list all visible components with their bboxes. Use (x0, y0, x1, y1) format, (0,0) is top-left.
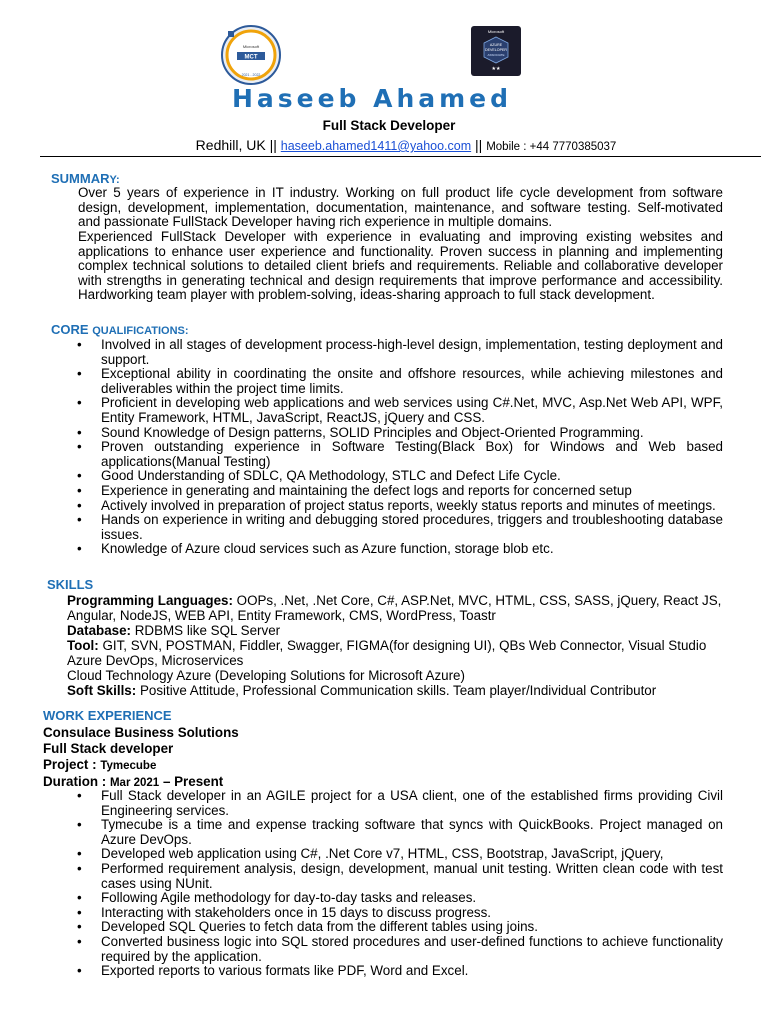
mct-badge-icon (221, 25, 281, 85)
summary-paragraph-1: Over 5 years of experience in IT industry. Working on full product life cycle development from software design, development, implementation, documentation, maintenance, and software testing. Self-motivated and passionate FullStack Developer having rich experience in multiple domains. (78, 185, 723, 230)
header-divider (40, 156, 761, 157)
list-item: • Experience in generating and maintaining the defect logs and reports for concerned setup (75, 484, 723, 499)
list-item: • Following Agile methodology for day-to-day tasks and releases. (75, 891, 723, 906)
candidate-name: Haseeb Ahamed (231, 84, 513, 113)
work-header (43, 725, 733, 791)
azure-line1: AZURE (489, 43, 503, 47)
mct-brand: Microsoft (242, 44, 260, 49)
work-responsibilities-list (75, 789, 723, 979)
list-item: • Hands on experience in writing and debugging stored procedures, triggers and troubleshooting database issues. (75, 513, 723, 542)
mobile-number: Mobile : +44 7770385037 (486, 141, 617, 153)
skills-soft: Soft Skills: Positive Attitude, Professional Communication skills. Team player/Individual Contributor (67, 683, 657, 698)
job-title: Full Stack Developer (322, 118, 456, 133)
list-item: • Converted business logic into SQL stored procedures and user-defined functions to achieve functionality required by the application. (75, 935, 723, 964)
list-item: • Proficient in developing web applications and web services using C#.Net, MVC, Asp.Net Web API, WPF, Entity Framework, HTML, JavaScript, ReactJS, jQuery and CSS. (75, 396, 723, 425)
position-title: Full Stack developer (43, 741, 174, 756)
list-item: • Involved in all stages of development process-high-level design, implementation, testing deployment and support. (75, 338, 723, 367)
contact-line (0, 137, 768, 153)
list-item: • Exported reports to various formats like PDF, Word and Excel. (75, 964, 723, 979)
azure-line3: ASSOCIATE (487, 53, 505, 57)
email-link[interactable]: haseeb.ahamed1411@yahoo.com (280, 139, 472, 153)
skills-block (67, 593, 727, 698)
azure-developer-badge-icon (470, 25, 522, 77)
list-item: • Tymecube is a time and expense tracking software that syncs with QuickBooks. Project managed on Azure DevOps. (75, 818, 723, 847)
list-item: • Good Understanding of SDLC, QA Methodology, STLC and Defect Life Cycle. (75, 469, 723, 484)
skills-database: Database: RDBMS like SQL Server (67, 623, 281, 638)
summary-paragraph-2: Experienced FullStack Developer with experience in evaluating and improving existing websites and applications to enhance user experience and functionality. Proven success in planning and implementing complex technical solutions to detailed client briefs and requirements. Reliable and collaborative developer with strengths in generating technical and design requirements that improve performance and accessibility. Hardworking team player with problem-solving, ideas-sharing approach to full stack development. (78, 229, 723, 303)
svg-text:★★: ★★ (491, 66, 501, 72)
list-item: • Interacting with stakeholders once in 15 days to discuss progress. (75, 906, 723, 921)
list-item: • Actively involved in preparation of project status reports, weekly status reports and minutes of meetings. (75, 499, 723, 514)
duration-line: Duration : Mar 2021 – Present (43, 774, 224, 789)
project-line: Project : Tymecube (43, 757, 157, 772)
company-name: Consulace Business Solutions (43, 725, 239, 740)
skills-tools: Tool: GIT, SVN, POSTMAN, Fiddler, Swagger, FIGMA(for designing UI), QBs Web Connector, Visual Studio Azure DevOps, Microservices (67, 638, 707, 668)
core-qualifications-list (75, 338, 723, 557)
summary-heading: SUMMARY: (51, 171, 120, 186)
list-item: • Proven outstanding experience in Software Testing(Black Box) for Windows and Web based applications(Manual Testing) (75, 440, 723, 469)
list-item: • Sound Knowledge of Design patterns, SOLID Principles and Object-Oriented Programming. (75, 426, 723, 441)
core-qualifications-heading: CORE QUALIFICATIONS: (51, 322, 189, 337)
work-experience-heading: WORK EXPERIENCE (43, 708, 172, 723)
skills-heading: SKILLS (47, 577, 94, 592)
list-item: • Developed SQL Queries to fetch data from the different tables using joins. (75, 920, 723, 935)
azure-brand: Microsoft (487, 29, 505, 34)
skills-cloud: Cloud Technology Azure (Developing Solutions for Microsoft Azure) (67, 668, 465, 683)
azure-line2: DEVELOPER (485, 48, 507, 52)
skills-programming: Programming Languages: OOPs, .Net, .Net Core, C#, ASP.Net, MVC, HTML, CSS, SASS, jQuery, React JS, Angular, NodeJS, WEB API, Entity Framework, CMS, WordPress, Toastr (67, 593, 722, 623)
list-item: • Performed requirement analysis, design, development, manual unit testing. Written clean code with test cases using NUnit. (75, 862, 723, 891)
list-item: • Knowledge of Azure cloud services such as Azure function, storage blob etc. (75, 542, 723, 557)
location: Redhill, UK || (195, 137, 277, 153)
list-item: • Full Stack developer in an AGILE project for a USA client, one of the established firms providing Civil Engineering services. (75, 789, 723, 818)
list-item: • Developed web application using C#, .Net Core v7, HTML, CSS, Bootstrap, JavaScript, jQuery, (75, 847, 723, 862)
mct-years: 2021 - 2022 (241, 73, 261, 77)
list-item: • Exceptional ability in coordinating the onsite and offshore resources, while achieving milestones and deliverables within the project time limits. (75, 367, 723, 396)
separator: || (475, 137, 483, 153)
mct-label: MCT (244, 54, 258, 61)
